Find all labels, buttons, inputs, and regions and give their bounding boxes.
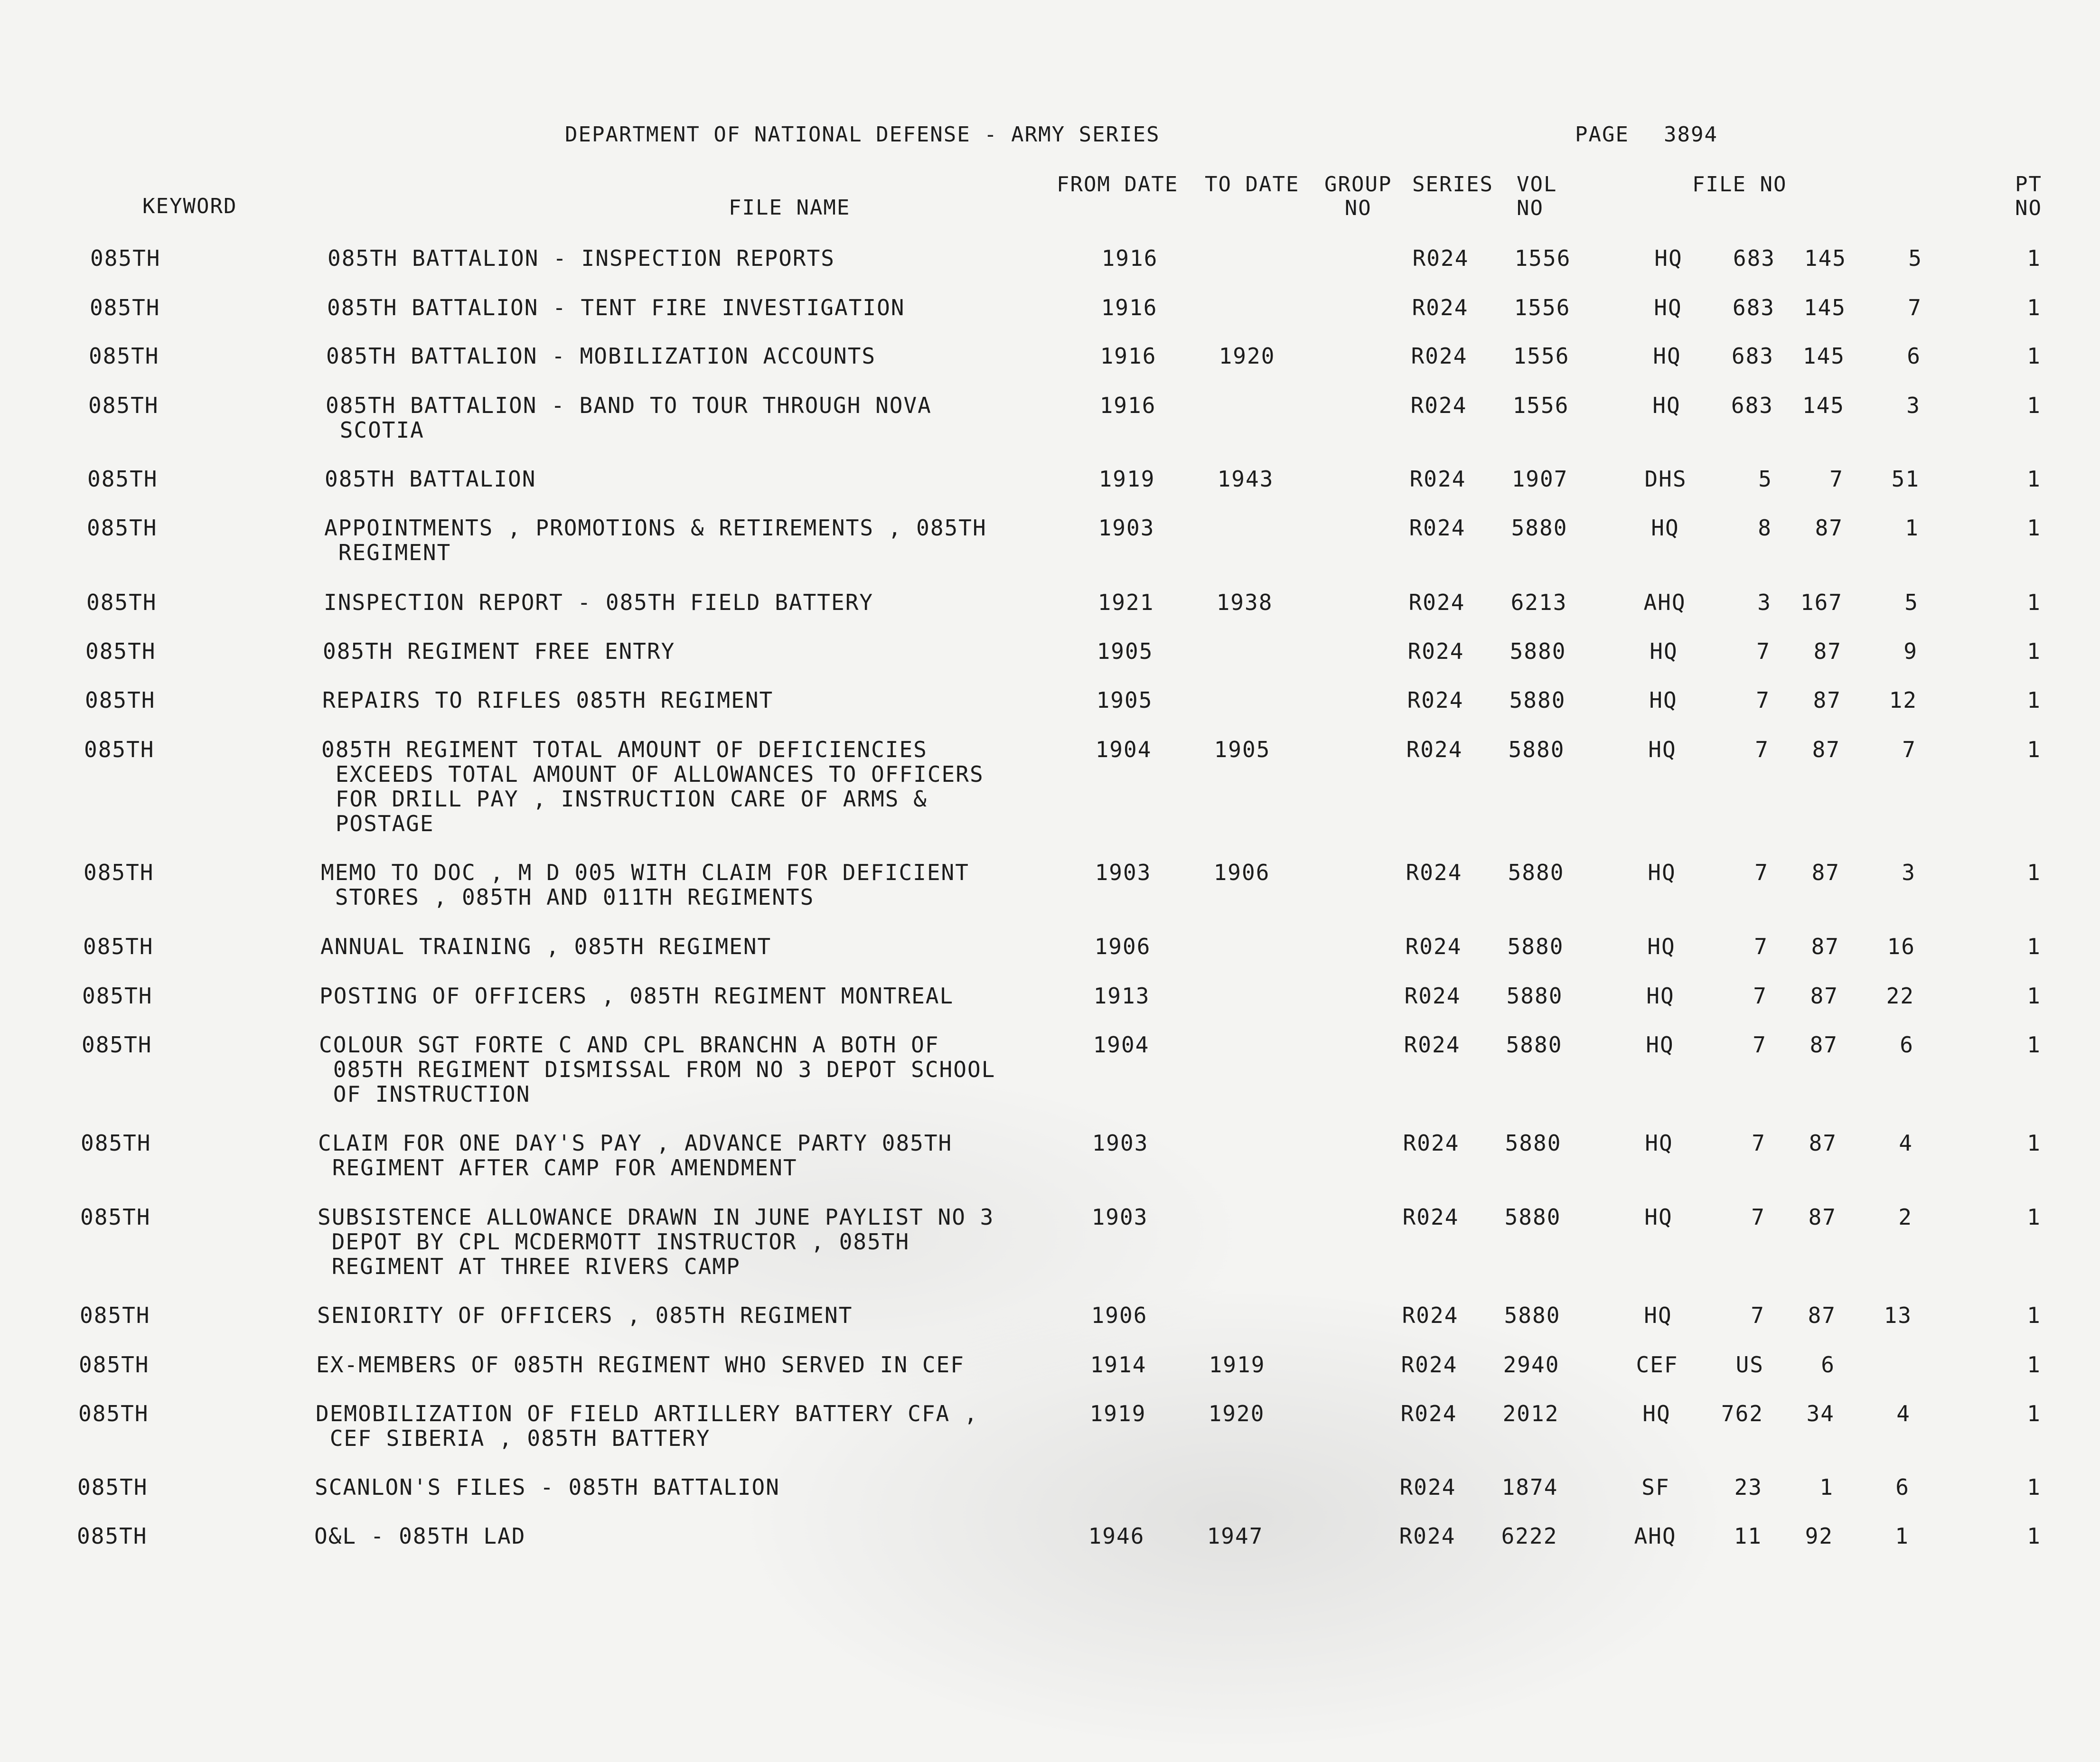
row-series: R024 [1409,466,1466,492]
row-file-no-tertiary: 7 [1908,295,1922,320]
row-file-no-primary: 7 [1754,934,1768,959]
row-to-date: 1943 [1217,466,1274,492]
row-from-date: 1916 [1101,245,1158,271]
row-file-name [324,515,1065,565]
row-file-no-prefix: HQ [1644,1303,1672,1328]
row-pt-no: 1 [2027,393,2041,418]
row-from-date: 1913 [1093,983,1150,1009]
row-file-no-tertiary: 6 [1900,1032,1914,1058]
row-series: R024 [1403,1130,1460,1156]
file-name-line: COLOUR SGT FORTE C AND CPL BRANCHN A BOTH OF [319,1032,939,1058]
row-keyword: 085TH [82,1032,152,1058]
file-name-line: REPAIRS TO RIFLES 085TH REGIMENT [322,687,774,713]
row-file-no-secondary: 145 [1802,393,1845,418]
row-from-date: 1904 [1093,1032,1150,1058]
col-header-file-name: FILE NAME [729,196,851,220]
row-series: R024 [1400,1401,1457,1426]
row-from-date: 1903 [1092,1130,1149,1156]
row-file-no-secondary: 87 [1809,1130,1837,1156]
file-name-line: 085TH REGIMENT FREE ENTRY [323,638,675,664]
row-file-name [326,344,1067,368]
row-vol-no: 5880 [1509,687,1566,713]
file-name-line: SCOTIA [326,417,424,443]
row-file-no-tertiary: 3 [1902,860,1916,885]
row-vol-no: 2940 [1503,1352,1560,1378]
row-file-no-secondary: 87 [1811,860,1840,885]
row-series: R024 [1404,1032,1461,1058]
row-pt-no: 1 [2027,1204,2041,1230]
row-keyword: 085TH [79,1352,150,1378]
row-file-name [323,639,1063,664]
row-from-date: 1905 [1097,638,1153,664]
row-file-no-secondary: 6 [1821,1352,1835,1378]
row-file-no-tertiary: 2 [1898,1204,1912,1230]
row-from-date: 1921 [1097,590,1154,615]
row-file-name [318,1205,1058,1279]
row-file-no-prefix: CEF [1636,1352,1678,1378]
row-file-no-prefix: AHQ [1634,1523,1677,1549]
file-name-line: 085TH BATTALION - MOBILIZATION ACCOUNTS [326,343,876,369]
row-file-no-secondary: 87 [1810,983,1838,1009]
row-file-name [325,467,1065,491]
col-header-file-no: FILE NO [1692,172,1787,197]
row-file-no-prefix: HQ [1647,934,1676,959]
row-from-date: 1919 [1089,1401,1146,1426]
row-file-no-secondary: 87 [1808,1303,1836,1328]
row-vol-no: 5880 [1507,934,1564,959]
row-keyword: 085TH [85,638,156,664]
row-to-date: 1919 [1209,1352,1266,1378]
row-keyword: 085TH [85,687,156,713]
row-keyword: 085TH [89,343,159,369]
file-name-line: OF INSTRUCTION [319,1081,531,1107]
row-file-no-primary: 3 [1757,590,1772,615]
row-file-name [324,590,1064,615]
row-keyword: 085TH [78,1401,149,1426]
row-file-name [319,984,1060,1008]
file-name-line: MEMO TO DOC , M D 005 WITH CLAIM FOR DEFICIENT [321,860,969,885]
row-series: R024 [1406,737,1463,762]
file-name-line: REGIMENT [324,540,451,565]
row-vol-no: 1556 [1512,393,1569,418]
row-file-no-prefix: HQ [1654,245,1683,271]
row-keyword: 085TH [90,295,160,320]
row-keyword: 085TH [83,934,154,959]
row-file-name [326,393,1066,442]
row-vol-no: 1556 [1514,295,1571,320]
row-file-no-tertiary: 5 [1908,245,1922,271]
row-from-date: 1946 [1088,1523,1145,1549]
row-keyword: 085TH [88,393,159,418]
row-file-no-primary: 683 [1733,245,1775,271]
row-file-no-primary: 7 [1751,1303,1765,1328]
row-file-no-primary: 23 [1734,1474,1762,1500]
row-vol-no: 6213 [1510,590,1567,615]
row-to-date: 1920 [1219,343,1275,369]
col-header-vol-no: VOL NO [1517,172,1557,220]
row-vol-no: 1556 [1514,245,1571,271]
row-vol-no: 5880 [1505,1130,1562,1156]
row-file-no-secondary: 34 [1806,1401,1835,1426]
row-file-no-prefix: HQ [1651,515,1679,541]
row-file-no-secondary: 87 [1809,1032,1838,1058]
row-file-no-secondary: 87 [1815,515,1843,541]
row-file-name [317,1303,1058,1328]
row-file-no-primary: 7 [1756,638,1771,664]
file-name-line: 085TH REGIMENT DISMISSAL FROM NO 3 DEPOT SCHOOL [319,1057,996,1082]
row-pt-no: 1 [2027,737,2041,762]
row-file-name [321,737,1062,836]
row-vol-no: 5880 [1508,737,1565,762]
file-name-line: ANNUAL TRAINING , 085TH REGIMENT [320,934,772,959]
page-label: PAGE [1575,122,1629,147]
row-file-name [320,934,1061,959]
row-file-no-prefix: SF [1641,1474,1670,1500]
file-name-line: POSTING OF OFFICERS , 085TH REGIMENT MONTREAL [319,983,954,1009]
file-name-line: O&L - 085TH LAD [314,1523,526,1549]
row-keyword: 085TH [84,737,155,762]
file-name-line: EX-MEMBERS OF 085TH REGIMENT WHO SERVED IN CEF [316,1352,965,1378]
row-file-name [318,1131,1059,1180]
row-vol-no: 1907 [1511,466,1568,492]
row-file-name [316,1401,1056,1451]
file-name-line: 085TH BATTALION [325,466,536,492]
row-file-no-primary: 8 [1758,515,1772,541]
row-file-no-primary: 7 [1755,737,1769,762]
row-series: R024 [1404,983,1461,1009]
file-name-line: SUBSISTENCE ALLOWANCE DRAWN IN JUNE PAYLIST NO 3 [318,1204,994,1230]
col-header-pt-no: PT NO [2015,172,2042,220]
row-file-no-secondary: 87 [1813,638,1842,664]
row-file-no-tertiary: 1 [1895,1523,1909,1549]
row-file-no-primary: 7 [1752,1130,1766,1156]
col-header-group-no: GROUP NO [1324,172,1392,220]
row-file-no-secondary: 7 [1829,466,1844,492]
row-file-no-prefix: HQ [1644,1204,1673,1230]
row-vol-no: 2012 [1502,1401,1559,1426]
row-pt-no: 1 [2027,638,2041,664]
row-file-name [316,1352,1057,1377]
row-file-no-prefix: DHS [1644,466,1687,492]
file-name-line: SENIORITY OF OFFICERS , 085TH REGIMENT [317,1303,853,1328]
row-to-date: 1905 [1214,737,1271,762]
row-file-no-tertiary: 1 [1905,515,1919,541]
row-series: R024 [1401,1352,1458,1378]
row-vol-no: 5880 [1506,983,1563,1009]
row-file-no-primary: 5 [1758,466,1772,492]
row-keyword: 085TH [82,983,153,1009]
row-pt-no: 1 [2027,1303,2041,1328]
row-series: R024 [1412,295,1469,320]
row-file-name [319,1032,1059,1106]
file-name-line: EXCEEDS TOTAL AMOUNT OF ALLOWANCES TO OFFICERS [321,761,984,787]
row-series: R024 [1399,1474,1456,1500]
row-keyword: 085TH [80,1303,150,1328]
row-from-date: 1903 [1095,860,1152,885]
file-name-line: CEF SIBERIA , 085TH BATTERY [316,1425,711,1451]
row-pt-no: 1 [2027,934,2041,959]
row-file-no-primary: 11 [1734,1523,1762,1549]
row-pt-no: 1 [2027,590,2041,615]
file-name-line: REGIMENT AFTER CAMP FOR AMENDMENT [318,1155,797,1181]
file-name-line: 085TH BATTALION - BAND TO TOUR THROUGH NOVA [326,393,932,418]
row-from-date: 1904 [1095,737,1152,762]
row-from-date: 1916 [1101,295,1158,320]
row-from-date: 1919 [1098,466,1155,492]
row-file-name [321,860,1061,909]
row-from-date: 1906 [1091,1303,1148,1328]
row-file-no-tertiary: 16 [1887,934,1915,959]
row-file-no-prefix: HQ [1649,687,1678,713]
row-series: R024 [1405,934,1462,959]
row-pt-no: 1 [2027,1032,2041,1058]
file-name-line: 085TH REGIMENT TOTAL AMOUNT OF DEFICIENCIES [321,737,928,762]
row-series: R024 [1411,343,1468,369]
row-keyword: 085TH [86,590,157,615]
row-file-no-secondary: 92 [1805,1523,1833,1549]
row-file-no-secondary: 1 [1819,1474,1834,1500]
row-file-no-secondary: 145 [1803,295,1846,320]
file-name-line: DEPOT BY CPL MCDERMOTT INSTRUCTOR , 085TH [318,1229,910,1255]
file-name-line: STORES , 085TH AND 011TH REGIMENTS [321,884,815,910]
row-to-date: 1947 [1207,1523,1264,1549]
row-from-date: 1905 [1096,687,1153,713]
row-file-no-tertiary: 22 [1886,983,1914,1009]
row-file-no-primary: 7 [1753,983,1767,1009]
row-file-no-tertiary: 5 [1904,590,1919,615]
row-pt-no: 1 [2027,860,2041,885]
row-keyword: 085TH [84,860,154,885]
row-file-no-tertiary: 13 [1884,1303,1912,1328]
row-keyword: 085TH [77,1523,148,1549]
row-file-no-prefix: HQ [1652,393,1681,418]
file-name-line: FOR DRILL PAY , INSTRUCTION CARE OF ARMS & [321,786,928,812]
row-series: R024 [1402,1303,1459,1328]
row-file-no-tertiary: 7 [1902,737,1916,762]
row-file-no-primary: 683 [1732,295,1775,320]
row-vol-no: 1874 [1501,1474,1558,1500]
file-name-line: APPOINTMENTS , PROMOTIONS & RETIREMENTS , 085TH [324,515,987,541]
file-name-line: REGIMENT AT THREE RIVERS CAMP [318,1254,741,1279]
row-vol-no: 5880 [1508,860,1565,885]
row-pt-no: 1 [2027,245,2041,271]
row-pt-no: 1 [2027,1474,2041,1500]
row-series: R024 [1407,687,1464,713]
row-file-name [314,1524,1055,1548]
row-vol-no: 5880 [1509,638,1566,664]
page-number: 3894 [1664,122,1718,147]
row-pt-no: 1 [2027,687,2041,713]
file-name-line: DEMOBILIZATION OF FIELD ARTILLERY BATTERY CFA , [316,1401,978,1426]
row-from-date: 1903 [1098,515,1155,541]
row-from-date: 1903 [1091,1204,1148,1230]
row-pt-no: 1 [2027,1130,2041,1156]
row-vol-no: 6222 [1501,1523,1558,1549]
row-keyword: 085TH [80,1204,151,1230]
row-vol-no: 5880 [1506,1032,1563,1058]
row-series: R024 [1406,860,1462,885]
file-name-line: POSTAGE [321,811,434,836]
row-file-no-secondary: 145 [1802,343,1845,369]
row-file-no-prefix: HQ [1648,860,1676,885]
col-header-series: SERIES [1412,172,1493,197]
row-from-date: 1916 [1100,343,1157,369]
row-series: R024 [1412,245,1469,271]
file-name-line: SCANLON'S FILES - 085TH BATTALION [315,1474,780,1500]
row-to-date: 1920 [1208,1401,1265,1426]
row-pt-no: 1 [2027,983,2041,1009]
row-file-no-prefix: HQ [1646,983,1675,1009]
row-file-no-prefix: HQ [1654,295,1682,320]
row-keyword: 085TH [87,515,158,541]
row-file-no-prefix: HQ [1650,638,1678,664]
row-file-no-tertiary: 6 [1895,1474,1910,1500]
file-name-line: 085TH BATTALION - TENT FIRE INVESTIGATION [327,295,905,320]
row-file-no-secondary: 145 [1804,245,1847,271]
row-file-no-primary: 7 [1751,1204,1765,1230]
row-series: R024 [1410,393,1467,418]
row-file-no-secondary: 87 [1813,687,1841,713]
row-pt-no: 1 [2027,515,2041,541]
row-file-no-primary: 7 [1753,1032,1767,1058]
row-file-name [322,688,1063,712]
row-file-no-tertiary: 12 [1889,687,1917,713]
col-header-to-date: TO DATE [1205,172,1300,197]
row-file-no-prefix: HQ [1648,737,1677,762]
row-from-date: 1914 [1090,1352,1147,1378]
row-from-date: 1916 [1099,393,1156,418]
row-file-name [327,295,1068,320]
col-header-keyword: KEYWORD [142,194,237,218]
row-file-no-prefix: HQ [1653,343,1681,369]
row-keyword: 085TH [81,1130,151,1156]
row-file-no-secondary: 87 [1808,1204,1837,1230]
row-series: R024 [1407,638,1464,664]
row-file-name [315,1475,1055,1500]
row-file-no-secondary: 167 [1800,590,1843,615]
row-series: R024 [1409,515,1466,541]
row-keyword: 085TH [87,466,158,492]
row-to-date: 1906 [1213,860,1270,885]
row-file-no-primary: 7 [1754,860,1769,885]
row-file-no-tertiary: 4 [1899,1130,1913,1156]
row-file-name [328,246,1068,271]
row-file-no-tertiary: 4 [1896,1401,1911,1426]
row-file-no-prefix: HQ [1642,1401,1671,1426]
row-file-no-tertiary: 9 [1903,638,1918,664]
file-name-line: INSPECTION REPORT - 085TH FIELD BATTERY [324,590,874,615]
row-pt-no: 1 [2027,1352,2041,1378]
row-to-date: 1938 [1216,590,1273,615]
row-file-no-primary: US [1735,1352,1764,1378]
row-file-no-tertiary: 3 [1906,393,1921,418]
row-series: R024 [1402,1204,1459,1230]
file-name-line: 085TH BATTALION - INSPECTION REPORTS [328,245,835,271]
row-pt-no: 1 [2027,1523,2041,1549]
row-pt-no: 1 [2027,295,2041,320]
document-title: DEPARTMENT OF NATIONAL DEFENSE - ARMY SERIES [565,122,1160,147]
row-file-no-primary: 7 [1756,687,1770,713]
row-pt-no: 1 [2027,343,2041,369]
row-series: R024 [1408,590,1465,615]
row-vol-no: 5880 [1504,1303,1561,1328]
row-pt-no: 1 [2027,1401,2041,1426]
row-vol-no: 5880 [1511,515,1568,541]
row-file-no-prefix: HQ [1646,1032,1674,1058]
row-keyword: 085TH [90,245,161,271]
row-vol-no: 5880 [1504,1204,1561,1230]
row-vol-no: 1556 [1513,343,1570,369]
row-series: R024 [1399,1523,1456,1549]
col-header-from-date: FROM DATE [1057,172,1179,197]
file-name-line: CLAIM FOR ONE DAY'S PAY , ADVANCE PARTY 085TH [318,1130,953,1156]
row-file-no-prefix: HQ [1645,1130,1673,1156]
row-file-no-tertiary: 51 [1891,466,1920,492]
row-from-date: 1906 [1094,934,1151,959]
row-file-no-primary: 683 [1731,393,1773,418]
row-file-no-prefix: AHQ [1643,590,1686,615]
row-file-no-primary: 762 [1721,1401,1763,1426]
row-file-no-primary: 683 [1731,343,1774,369]
row-pt-no: 1 [2027,466,2041,492]
row-file-no-secondary: 87 [1811,934,1839,959]
row-file-no-tertiary: 6 [1907,343,1921,369]
row-keyword: 085TH [77,1474,148,1500]
row-file-no-secondary: 87 [1812,737,1840,762]
